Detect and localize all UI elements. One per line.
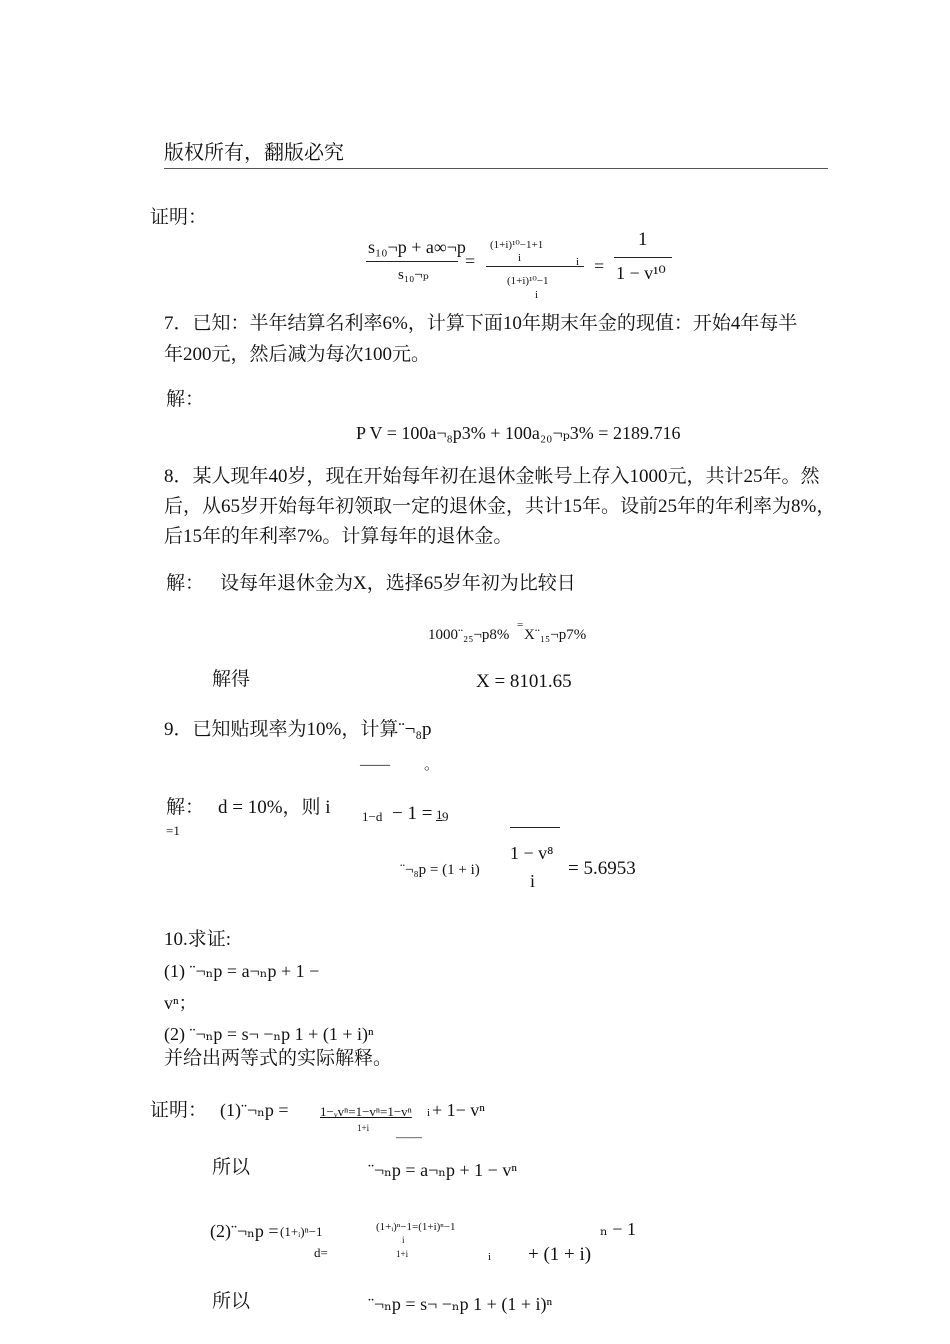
p8-line-2: 后，从65岁开始每年初领取一定的退休金，共计15年。设前25年的年利率为8%， (164, 496, 836, 517)
p10-item-2: (2) ¨¬ₙp = s¬ −ₙp 1 + (1 + i)ⁿ (164, 1024, 374, 1044)
p10-proof2-i2: i (488, 1251, 492, 1263)
p6-lhs-fraction-bar (366, 261, 458, 262)
p8-result-label: 解得 (212, 669, 251, 690)
p10-proof2-middle-i: i (402, 1235, 405, 1245)
p7-line-1: 7．已知：半年结算名利率6%，计算下面10年期末年金的现值：开始4年每半 (164, 313, 798, 334)
p9-fraction-denominator: i (530, 871, 536, 891)
p7-line-2: 年200元，然后减为每次100元。 (164, 344, 431, 365)
p10-proof2-right-top: ₙ − 1 (600, 1219, 636, 1239)
p6-lhs-numerator: s₁₀¬p + a∞¬p (368, 237, 466, 257)
p8-formula-equals: = (517, 619, 524, 631)
p10-proof2-right: + (1 + i) (528, 1244, 592, 1265)
p9-dash: —— (360, 757, 390, 773)
p9-overline (510, 827, 560, 828)
p8-line-3: 后15年的年利率7%。计算每年的退休金。 (164, 526, 513, 547)
p6-rhs-denominator: 1 − v¹⁰ (616, 263, 666, 283)
p9-formula-left: ¨¬₈p = (1 + i) (400, 862, 480, 878)
p10-proof-label: 证明： (150, 1100, 208, 1121)
p6-lhs-denominator: s₁₀¬ₚ (398, 267, 429, 283)
p9-solution-eq1: =1 (166, 823, 180, 838)
p6-mid-denominator: (1+i)¹⁰−1 (507, 275, 549, 287)
p8-solution-text: 设每年退休金为X，选择65岁年初为比较日 (220, 573, 576, 594)
p10-proof1-subscript: 1+i (357, 1123, 370, 1133)
p8-formula-right: X¨₁₅¬p7% (524, 627, 587, 643)
p9-fraction-numerator: 1 − v⁸ (510, 843, 554, 863)
page-header-title: 版权所有，翻版必究 (164, 142, 344, 164)
p6-rhs-fraction-bar (614, 257, 672, 258)
p6-mid-numerator: (1+i)¹⁰−1+1 (490, 239, 544, 251)
p6-mid-denominator-i: i (535, 289, 539, 301)
p9-solution-nine: 9 (442, 809, 449, 824)
p10-so-formula-1: ¨¬ₙp = a¬ₙp + 1 − vⁿ (368, 1160, 517, 1180)
p10-proof2-left: (2)¨¬ₙp = (210, 1221, 279, 1241)
p10-item-3: 并给出两等式的实际解释。 (164, 1048, 393, 1069)
p10-item-1-continued: vⁿ； (164, 993, 197, 1013)
p8-result: X = 8101.65 (476, 671, 572, 692)
p10-proof2-d: d= (314, 1245, 328, 1260)
p7-solution-label: 解： (166, 389, 205, 410)
p6-equals-1: = (465, 251, 476, 271)
p8-formula-left: 1000¨₂₅¬p8% (428, 627, 510, 643)
p6-proof-label: 证明： (150, 207, 208, 228)
p10-so-label-2: 所以 (212, 1291, 251, 1312)
p6-rhs-numerator: 1 (638, 229, 648, 250)
p9-formula-right: = 5.6953 (568, 858, 636, 879)
p9-solution-rest: − 1 = (392, 803, 433, 824)
p9-period: 。 (424, 757, 440, 773)
p10-proof1-left: (1)¨¬ₙp = (220, 1100, 289, 1120)
p10-proof2-fraction: (1+ᵢ)ⁿ−1 (280, 1224, 323, 1239)
p10-so-label-1: 所以 (212, 1157, 251, 1178)
p10-proof2-middle-subscript: 1+i (396, 1249, 409, 1259)
p8-solution-label: 解： (166, 573, 205, 594)
p9-solution-subscript: 1−d (362, 809, 383, 824)
p6-mid-numerator-i: i (518, 252, 522, 264)
p7-formula: P V = 100a¬₈p3% + 100a₂₀¬ₚ3% = 2189.716 (356, 423, 681, 443)
p9-solution-label: 解： (166, 797, 205, 818)
header-rule (164, 168, 828, 169)
p10-proof1-i: i (427, 1107, 431, 1119)
p8-line-1: 8．某人现年40岁，现在开始每年初在退休金帐号上存入1000元，共计25年。然 (164, 466, 820, 487)
p10-title: 10.求证: (164, 929, 232, 950)
p9-solution-fraction: 1 (436, 807, 443, 822)
p10-proof1-dash: —— (396, 1129, 422, 1144)
p9-solution-text: d = 10%，则 i (218, 797, 331, 818)
p6-equals-2: = (594, 256, 605, 276)
p6-mid-side-i: i (576, 256, 580, 268)
p10-proof1-middle: 1−ᵥvⁿ=1−vⁿ=1−vⁿ (320, 1104, 412, 1119)
p10-so-formula-2: ¨¬ₙp = s¬ −ₙp 1 + (1 + i)ⁿ (368, 1294, 553, 1314)
p6-mid-fraction-bar (486, 266, 584, 267)
p10-proof2-middle: (1+ᵢ)ⁿ−1=(1+i)ⁿ−1 (376, 1221, 456, 1233)
p9-line-1: 9．已知贴现率为10%，计算¨¬₈p (164, 719, 432, 740)
p10-proof1-right: + 1− vⁿ (432, 1100, 485, 1120)
p10-item-1: (1) ¨¬ₙp = a¬ₙp + 1 − (164, 961, 320, 981)
